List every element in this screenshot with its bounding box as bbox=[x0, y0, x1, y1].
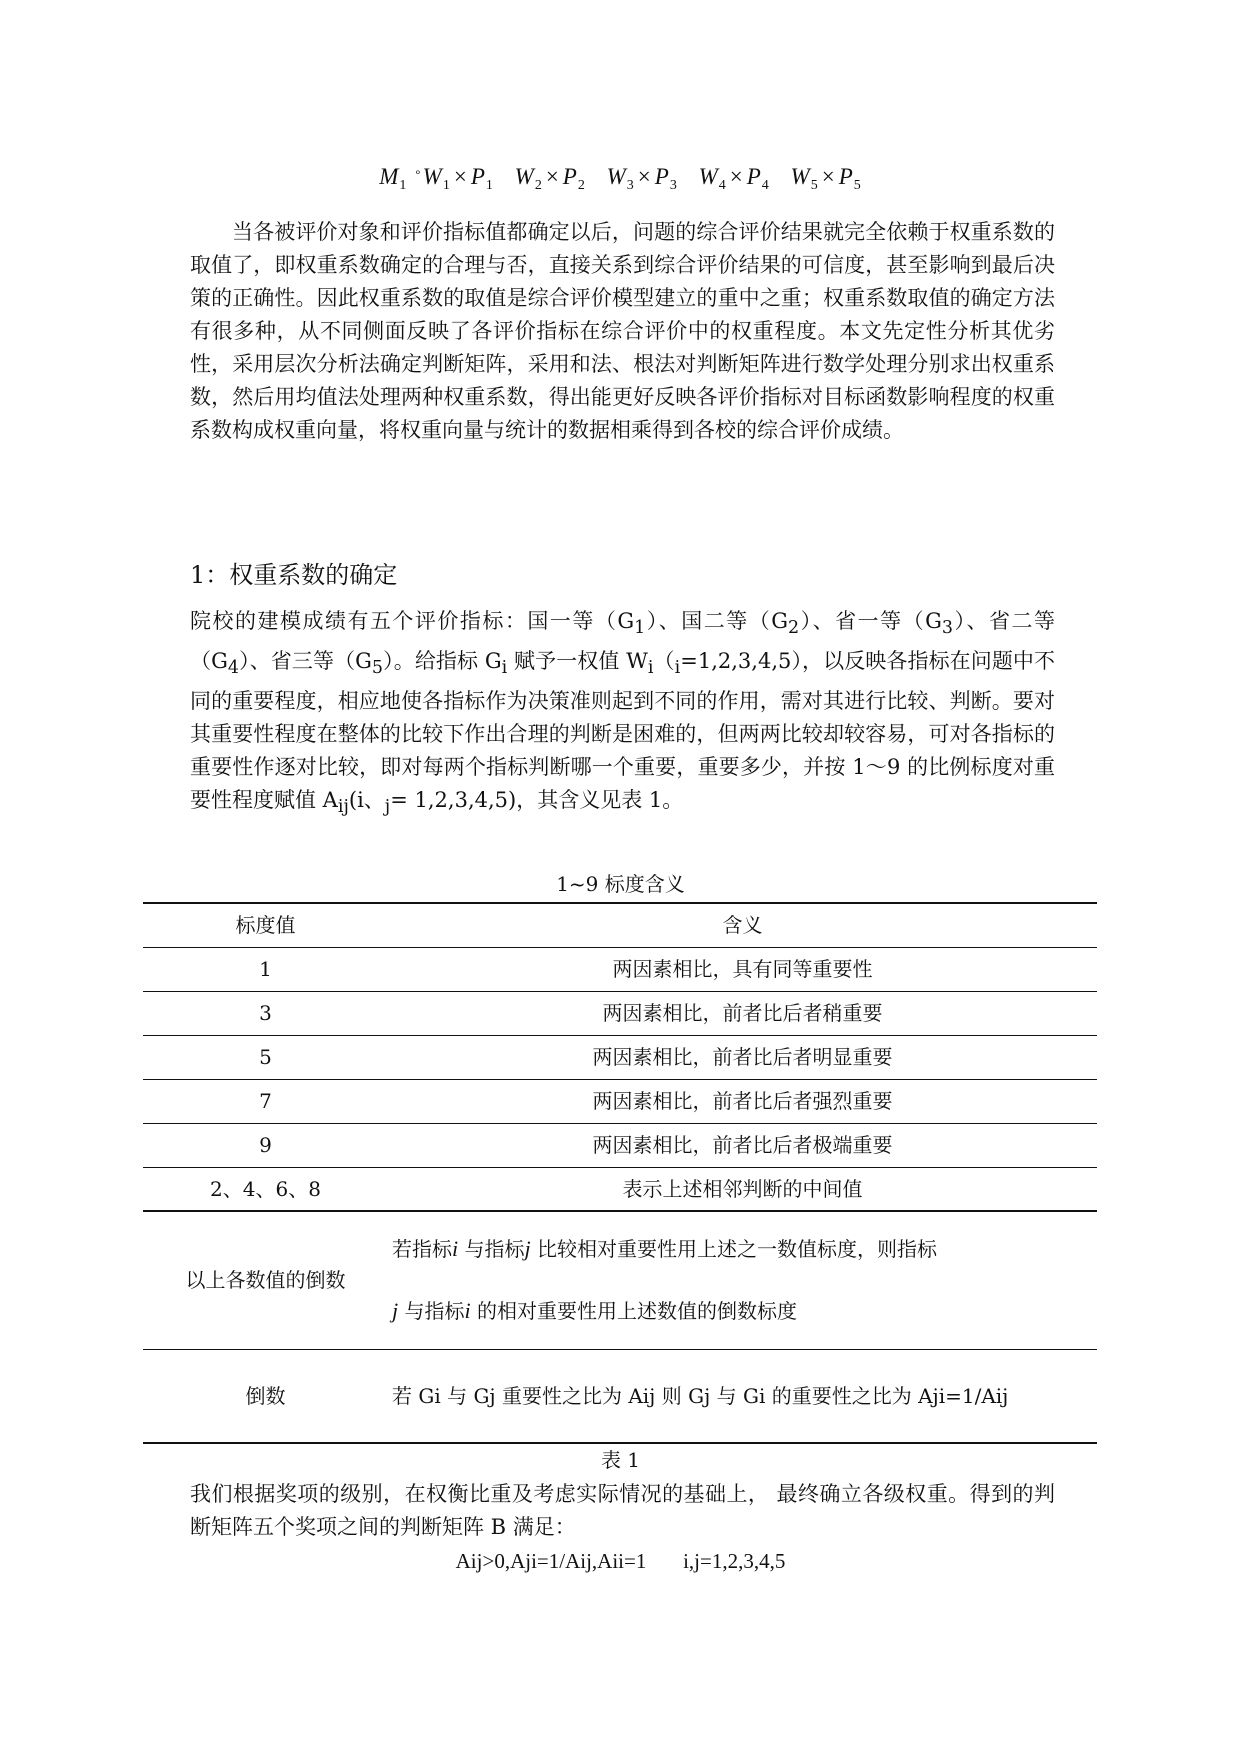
table-cell-meaning: 两因素相比，前者比后者极端重要 bbox=[388, 1123, 1097, 1167]
formula-subscript: 1 bbox=[485, 178, 494, 193]
table-header-meaning: 含义 bbox=[388, 903, 1097, 947]
section-heading: 1：权重系数的确定 bbox=[190, 561, 398, 589]
formula-term-p4: P bbox=[746, 164, 762, 189]
table-cell-meaning: 两因素相比，前者比后者稍重要 bbox=[388, 991, 1097, 1035]
table-cell-inverse-text: 若 Gi 与 Gj 重要性之比为 Aij 则 Gj 与 Gi 的重要性之比为 Aji=1/Aij bbox=[388, 1349, 1097, 1443]
table-cell-value: 2、4、6、8 bbox=[143, 1167, 388, 1211]
table-cell-meaning: 表示上述相邻判断的中间值 bbox=[388, 1167, 1097, 1211]
formula-subscript: 5 bbox=[853, 178, 862, 193]
table-cell-value: 3 bbox=[143, 991, 388, 1035]
table-row-inverse bbox=[143, 1349, 1097, 1443]
table-cell-meaning: 两因素相比，具有同等重要性 bbox=[388, 947, 1097, 991]
formula-term-p5: P bbox=[838, 164, 854, 189]
formula-term-w4: W bbox=[698, 164, 719, 189]
table-title: 1~9 标度含义 bbox=[556, 872, 685, 896]
formula-times: × bbox=[637, 164, 652, 189]
formula-times: × bbox=[453, 164, 468, 189]
formula-subscript: 3 bbox=[626, 178, 635, 193]
table-cell-meaning: 两因素相比，前者比后者明显重要 bbox=[388, 1035, 1097, 1079]
formula-times: × bbox=[545, 164, 560, 189]
formula-subscript: 5 bbox=[810, 178, 819, 193]
table-cell-meaning: 两因素相比，前者比后者强烈重要 bbox=[388, 1079, 1097, 1123]
formula-subscript: 4 bbox=[761, 178, 770, 193]
table-row bbox=[143, 1035, 1097, 1079]
formula-term-p2: P bbox=[562, 164, 578, 189]
formula-subscript: 1 bbox=[442, 178, 451, 193]
formula-times: × bbox=[729, 164, 744, 189]
table-row bbox=[143, 991, 1097, 1035]
formula-mark: ∘ bbox=[414, 165, 423, 179]
formula-subscript: 2 bbox=[577, 178, 586, 193]
table-header-value: 标度值 bbox=[143, 903, 388, 947]
formula-subscript: 4 bbox=[718, 178, 727, 193]
table-cell-value: 5 bbox=[143, 1035, 388, 1079]
table-row-reciprocal bbox=[143, 1211, 1097, 1349]
table-cell-value: 7 bbox=[143, 1079, 388, 1123]
formula-term-p3: P bbox=[654, 164, 670, 189]
table-cell-reciprocal-label: 以上各数值的倒数 bbox=[143, 1211, 388, 1349]
matrix-condition-formula: Aij>0,Aji=1/Aij,Aii=1 i,j=1,2,3,4,5 bbox=[455, 1549, 786, 1573]
table-cell-reciprocal-text: 若指标i 与指标j 比较相对重要性用上述之一数值标度，则指标 j 与指标i 的相对重要性用上述数值的倒数标度 bbox=[388, 1211, 1097, 1349]
table-row bbox=[143, 1079, 1097, 1123]
formula-lhs-subscript: 1 bbox=[399, 178, 408, 193]
table-caption: 表 1 bbox=[600, 1448, 641, 1472]
table-header-row bbox=[143, 903, 1097, 947]
scale-table bbox=[143, 902, 1097, 1444]
formula-subscript: 3 bbox=[669, 178, 678, 193]
closing-paragraph: 我们根据奖项的级别，在权衡比重及考虑实际情况的基础上， 最终确立各级权重。得到的判断矩阵五个奖项之间的判断矩阵 B 满足： bbox=[190, 1482, 1055, 1539]
formula-term-w1: W bbox=[422, 164, 443, 189]
formula-lhs: M bbox=[379, 164, 400, 189]
formula-term-p1: P bbox=[470, 164, 486, 189]
formula-term-w2: W bbox=[514, 164, 535, 189]
table-row bbox=[143, 1123, 1097, 1167]
formula-times: × bbox=[821, 164, 836, 189]
intro-paragraph: 当各被评价对象和评价指标值都确定以后，问题的综合评价结果就完全依赖于权重系数的取值了，即权重系数确定的合理与否，直接关系到综合评价结果的可信度，甚至影响到最后决策的正确性。因此权重系数的取值是综合评价模型建立的重中之重；权重系数取值的确定方法有很多种，从不同侧面反映了各评价指标在综合评价中的权重程度。本文先定性分析其优劣性，采用层次分析法确定判断矩阵，采用和法、根法对判断矩阵进行数学处理分别求出权重系数，然后用均值法处理两种权重系数，得出能更好反映各评价指标对目标函数影响程度的权重系数构成权重向量，将权重向量与统计的数据相乘得到各校的综合评价成绩。 bbox=[190, 220, 1055, 442]
table-cell-inverse-label: 倒数 bbox=[143, 1349, 388, 1443]
formula-term-w5: W bbox=[790, 164, 811, 189]
formula-subscript: 2 bbox=[534, 178, 543, 193]
formula-term-w3: W bbox=[606, 164, 627, 189]
section-paragraph: 院校的建模成绩有五个评价指标：国一等$(G_1)$、国二等$(G_2)$、省一等$(G_3)$、省二等$(G_4)$、省三等$(G_5)$。给指标 $G_i$ 赋予一权值 $W_i(_i=1,2,3,4,5)$，以反映各指标在问题中不同的重要程度，相应地使各指标作为决策准则起到不同的作用，需对其进行比较、判断。要对其重要性程度在整体的比较下作出合理的判断是困难的，但两两比较却较容易，可对各指标的重要性作逐对比较，即对每两个指标判断哪一个重要，重要多少，并按 1～9 的比例标度对重要性程度赋值 $A_{ij}(i$、$_j$= 1,2,3,4,5)，其含义见表 1。 bbox=[190, 609, 1056, 818]
table-cell-value: 1 bbox=[143, 947, 388, 991]
table-cell-value: 9 bbox=[143, 1123, 388, 1167]
weighted-sum-formula bbox=[0, 164, 1241, 194]
table-row bbox=[143, 947, 1097, 991]
table-row bbox=[143, 1167, 1097, 1211]
